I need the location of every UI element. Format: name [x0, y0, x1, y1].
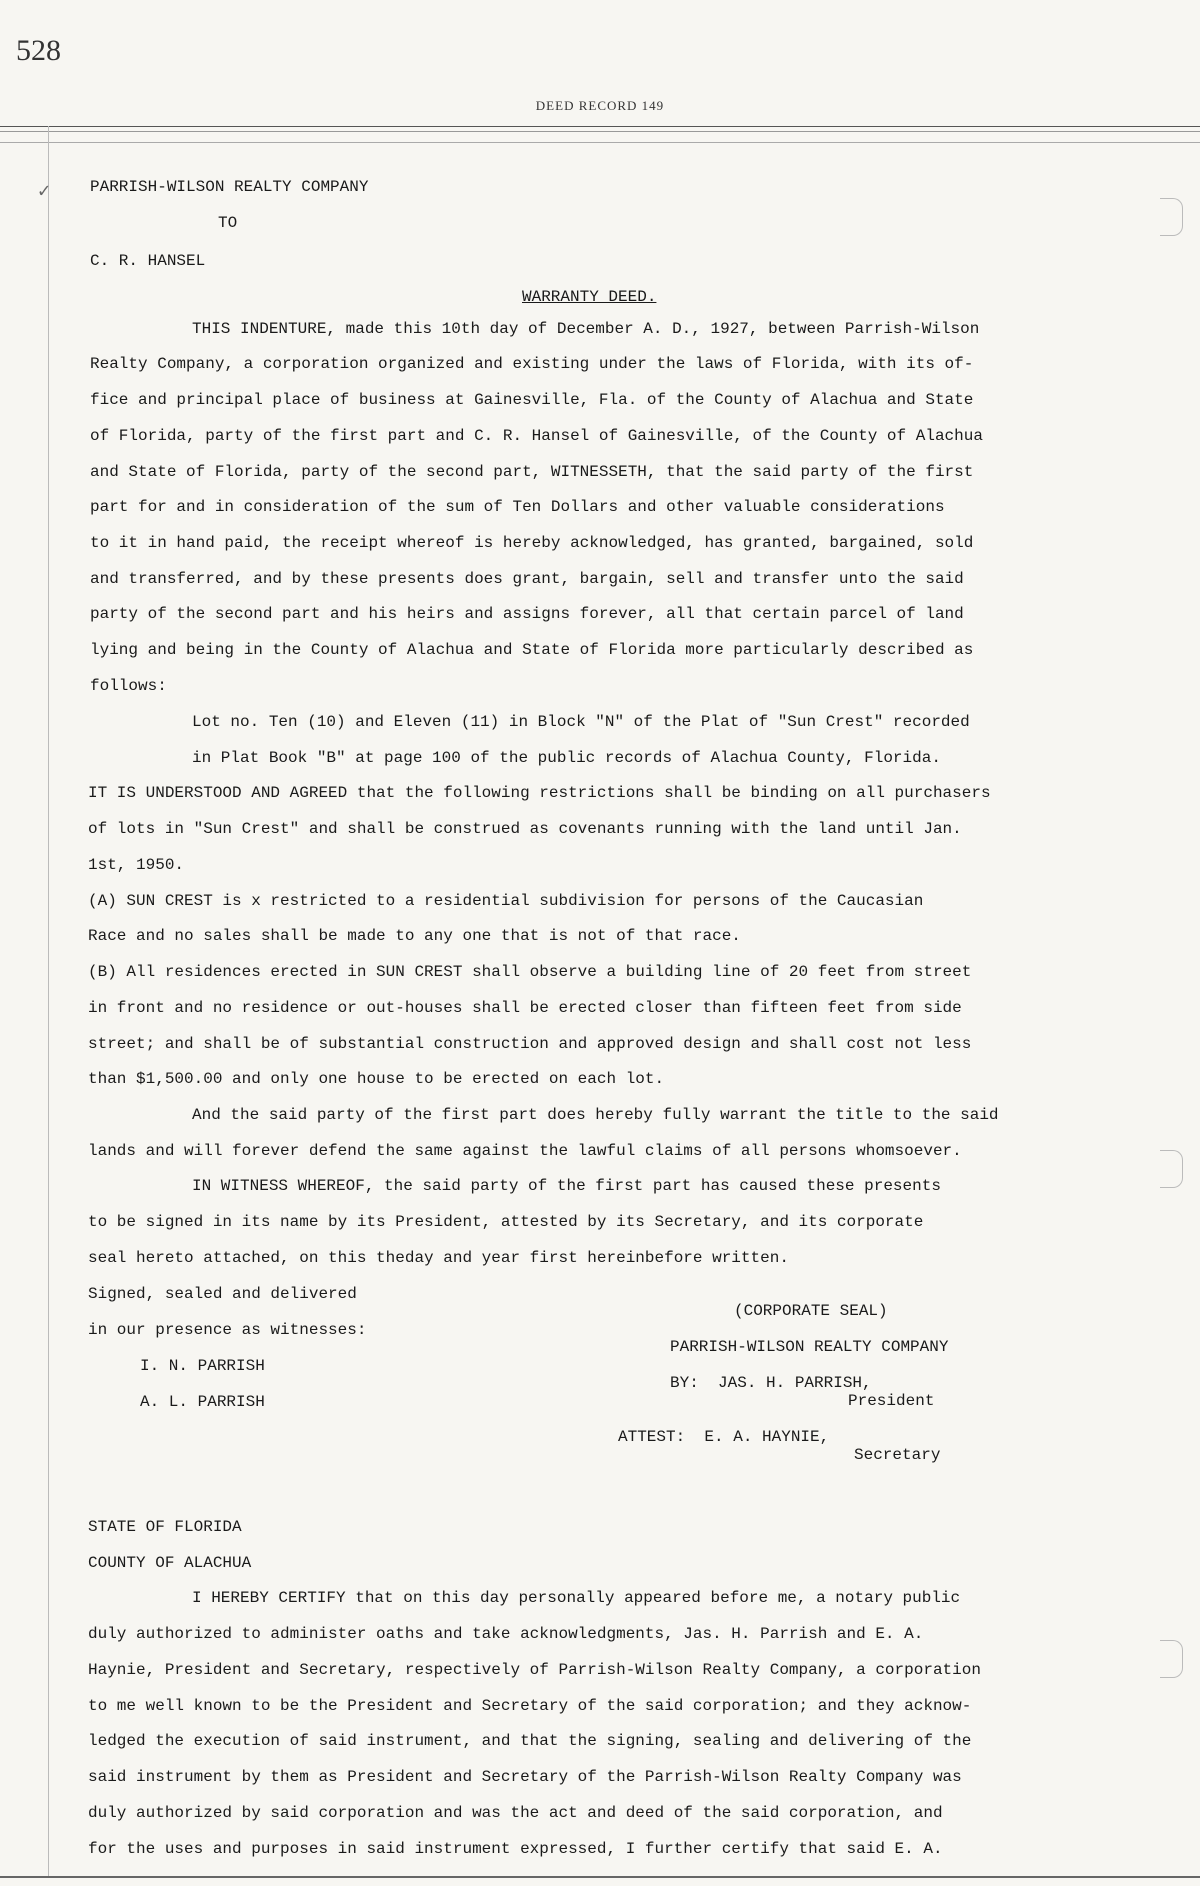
header-rule-tertiary	[0, 142, 1200, 143]
witness-clause: to be signed in its name by its President, attested by its Secretary, and its corporate	[88, 1213, 924, 1231]
body-line: fice and principal place of business at Gainesville, Fla. of the County of Alachua and State	[90, 391, 974, 409]
restriction-b: (B) All residences erected in SUN CREST shall observe a building line of 20 feet from street	[88, 963, 972, 981]
ack-line: duly authorized by said corporation and was the act and deed of the said corporation, and	[88, 1804, 943, 1822]
restriction-a: Race and no sales shall be made to any one that is not of that race.	[88, 927, 741, 945]
ack-line: Haynie, President and Secretary, respectively of Parrish-Wilson Realty Company, a corporation	[88, 1661, 981, 1679]
grantor: PARRISH-WILSON REALTY COMPANY	[90, 178, 369, 196]
ack-county: COUNTY OF ALACHUA	[88, 1554, 252, 1572]
body-line: to it in hand paid, the receipt whereof is hereby acknowledged, has granted, bargained, sold	[90, 534, 974, 552]
property-description: Lot no. Ten (10) and Eleven (11) in Block "N" of the Plat of "Sun Crest" recorded	[192, 713, 970, 731]
ack-line: I HEREBY CERTIFY that on this day personally appeared before me, a notary public	[192, 1589, 961, 1607]
binder-hole-mark	[1160, 1640, 1183, 1678]
ack-line: ledged the execution of said instrument, and that the signing, sealing and delivering of the	[88, 1732, 972, 1750]
margin-rule	[48, 126, 49, 1876]
president-signature: BY: JAS. H. PARRISH,	[670, 1374, 872, 1392]
warranty-clause: And the said party of the first part does hereby fully warrant the title to the said	[192, 1106, 999, 1124]
secretary-attest: ATTEST: E. A. HAYNIE,	[618, 1428, 830, 1446]
body-line: and transferred, and by these presents does grant, bargain, sell and transfer unto the said	[90, 570, 964, 588]
body-line: part for and in consideration of the sum of Ten Dollars and other valuable considerations	[90, 498, 945, 516]
bottom-rule	[0, 1876, 1200, 1878]
witness-name: I. N. PARRISH	[140, 1357, 265, 1375]
page-number: 528	[16, 34, 61, 67]
running-head: DEED RECORD 149	[535, 98, 665, 113]
body-line: of Florida, party of the first part and C. R. Hansel of Gainesville, of the County of Alachua	[90, 427, 983, 445]
document-title: WARRANTY DEED.	[522, 288, 657, 306]
president-title: President	[848, 1392, 935, 1410]
grantee: C. R. HANSEL	[90, 252, 206, 270]
restrictions-intro: IT IS UNDERSTOOD AND AGREED that the following restrictions shall be binding on all purchasers	[88, 784, 991, 802]
secretary-title: Secretary	[854, 1446, 941, 1464]
body-line: party of the second part and his heirs and assigns forever, all that certain parcel of land	[90, 605, 964, 623]
ack-line: to me well known to be the President and Secretary of the said corporation; and they acknow-	[88, 1697, 972, 1715]
restrictions-intro: 1st, 1950.	[88, 856, 185, 874]
to-label: TO	[218, 214, 238, 232]
body-line: Realty Company, a corporation organized and existing under the laws of Florida, with its of-	[90, 355, 974, 373]
restriction-b: street; and shall be of substantial construction and approved design and shall cost not less	[88, 1035, 972, 1053]
body-line: lying and being in the County of Alachua and State of Florida more particularly described as	[90, 641, 974, 659]
body-line: and State of Florida, party of the second part, WITNESSETH, that the said party of the first	[90, 463, 974, 481]
check-mark-icon: ✓	[38, 181, 51, 204]
warranty-clause: lands and will forever defend the same against the lawful claims of all persons whomsoever.	[88, 1142, 962, 1160]
body-line: follows:	[90, 677, 167, 695]
body-line: THIS INDENTURE, made this 10th day of December A. D., 1927, between Parrish-Wilson	[192, 320, 980, 338]
restrictions-intro: of lots in "Sun Crest" and shall be construed as covenants running with the land until Jan.	[88, 820, 962, 838]
witness-clause: seal hereto attached, on this theday and year first hereinbefore written.	[88, 1249, 789, 1267]
property-description: in Plat Book "B" at page 100 of the public records of Alachua County, Florida.	[192, 749, 941, 767]
binder-hole-mark	[1160, 1150, 1183, 1188]
witness-clause: IN WITNESS WHEREOF, the said party of the first part has caused these presents	[192, 1177, 941, 1195]
ack-line: for the uses and purposes in said instrument expressed, I further certify that said E. A.	[88, 1840, 943, 1858]
header-rule	[0, 126, 1200, 127]
company-signatory: PARRISH-WILSON REALTY COMPANY	[670, 1338, 949, 1356]
header-rule-secondary	[0, 131, 1200, 132]
restriction-a: (A) SUN CREST is x restricted to a residential subdivision for persons of the Caucasian	[88, 892, 924, 910]
restriction-b: in front and no residence or out-houses shall be erected closer than fifteen feet from side	[88, 999, 962, 1017]
binder-hole-mark	[1160, 198, 1183, 236]
restriction-b: than $1,500.00 and only one house to be erected on each lot.	[88, 1070, 665, 1088]
signed-sealed-line: Signed, sealed and delivered	[88, 1285, 357, 1303]
corporate-seal: (CORPORATE SEAL)	[734, 1302, 888, 1320]
witness-name: A. L. PARRISH	[140, 1393, 265, 1411]
ack-line: duly authorized to administer oaths and take acknowledgments, Jas. H. Parrish and E. A.	[88, 1625, 924, 1643]
signed-sealed-line: in our presence as witnesses:	[88, 1321, 367, 1339]
ack-state: STATE OF FLORIDA	[88, 1518, 242, 1536]
ack-line: said instrument by them as President and Secretary of the Parrish-Wilson Realty Company was	[88, 1768, 962, 1786]
